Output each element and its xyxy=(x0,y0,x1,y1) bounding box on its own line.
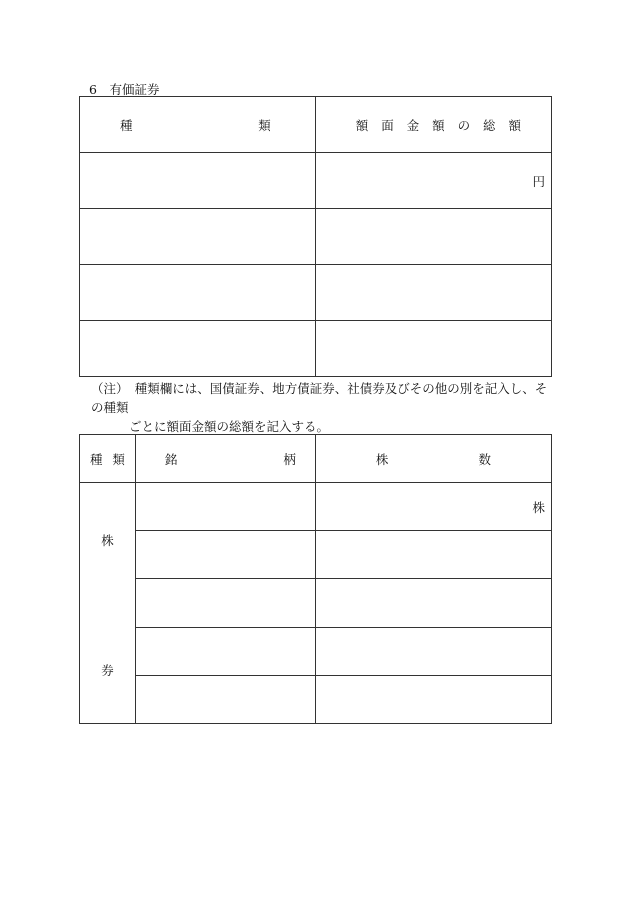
header-face-amount-total: 額 面 金 額 の 総 額 xyxy=(315,97,551,153)
amount-cell[interactable] xyxy=(315,153,551,209)
shares-cell[interactable] xyxy=(315,675,551,723)
table-row xyxy=(80,209,552,265)
brand-cell[interactable] xyxy=(135,579,315,627)
header-kind: 種 類 xyxy=(80,435,136,483)
header-shares: 株 数 xyxy=(315,435,551,483)
brand-cell[interactable] xyxy=(135,627,315,675)
table-row xyxy=(80,321,552,377)
amount-cell[interactable] xyxy=(315,209,551,265)
stock-table xyxy=(79,434,552,724)
note-line-2: ごとに額面金額の総額を記入する。 xyxy=(129,419,330,434)
table-row xyxy=(80,265,552,321)
brand-cell[interactable] xyxy=(135,531,315,579)
table-row xyxy=(80,483,552,531)
note-line-1: （注） 種類欄には、国債証券、地方債証券、社債券及びその他の別を記入し、その種類 xyxy=(91,381,548,415)
table-header-row xyxy=(80,97,552,153)
kind-cell[interactable] xyxy=(80,265,316,321)
table-row xyxy=(80,153,552,209)
table-row xyxy=(80,627,552,675)
yen-unit: 円 xyxy=(532,173,545,189)
amount-cell[interactable] xyxy=(315,265,551,321)
kind-cell[interactable] xyxy=(80,209,316,265)
shares-cell[interactable] xyxy=(315,627,551,675)
kind-cell[interactable] xyxy=(80,321,316,377)
amount-cell[interactable] xyxy=(315,321,551,377)
table-row xyxy=(80,531,552,579)
shares-unit: 株 xyxy=(532,499,545,515)
shares-cell[interactable] xyxy=(315,483,551,531)
brand-cell[interactable] xyxy=(135,483,315,531)
note xyxy=(91,379,556,436)
header-kind: 種 類 xyxy=(80,97,316,153)
kind-stock-cell xyxy=(80,483,136,724)
brand-cell[interactable] xyxy=(135,675,315,723)
kind-label-bottom: 券 xyxy=(101,663,114,678)
securities-table xyxy=(79,96,552,377)
header-brand: 銘 柄 xyxy=(135,435,315,483)
table-header-row xyxy=(80,435,552,483)
kind-label-top: 株 xyxy=(101,533,114,548)
shares-cell[interactable] xyxy=(315,531,551,579)
kind-cell[interactable] xyxy=(80,153,316,209)
table-row xyxy=(80,675,552,723)
shares-cell[interactable] xyxy=(315,579,551,627)
section-title: 6 有価証券 xyxy=(89,82,160,97)
table-row xyxy=(80,579,552,627)
